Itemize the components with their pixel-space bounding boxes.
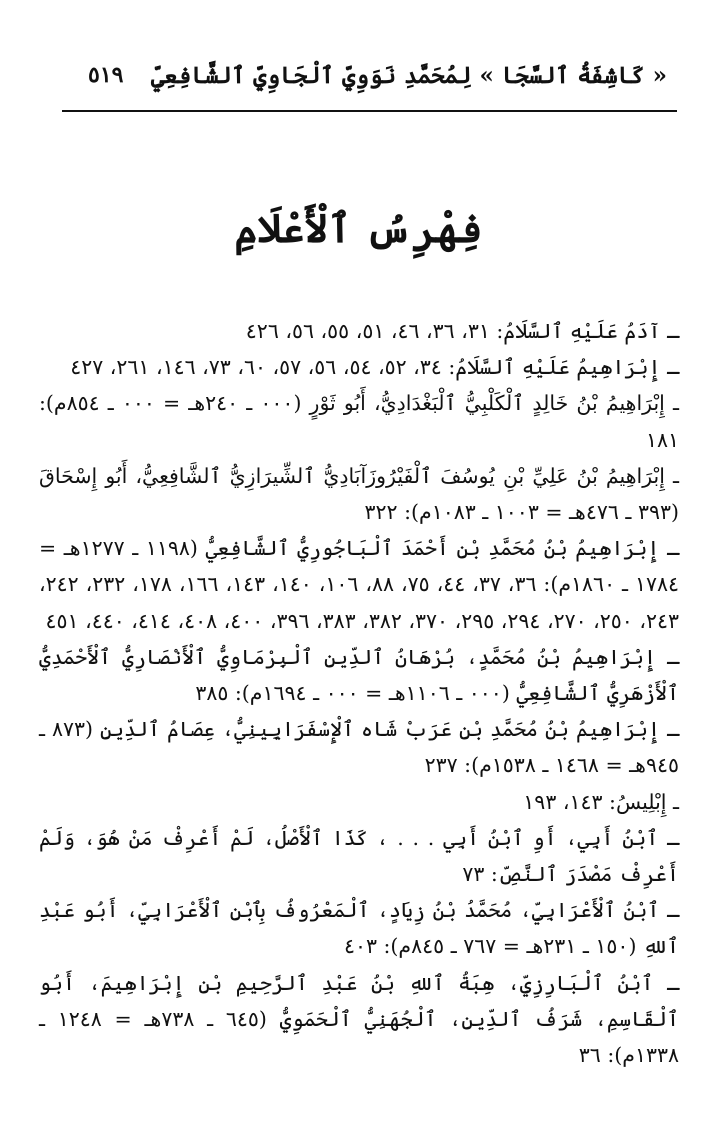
index-entry: ـ ٱبْنُ ٱلْأَعْرَابِيِّ، مُحَمَّدُ بْنُ زِيَادٍ، ٱلْمَعْرُوفُ بِٱبْنِ ٱلْأَعْرَابِيِّ، أَبُو عَبْدِ ٱللهِ (١٥٠ ـ ٢٣١هـ = ٧٦٧ ـ ٨٤٥م): ٤٠٣ bbox=[39, 898, 679, 959]
running-title: « كَاشِفَةُ ٱلسَّجَا » لِمُحَمَّدِ نَوَوِيِّ ٱلْجَاوِيِّ ٱلشَّافِعِيِّ bbox=[150, 62, 667, 89]
index-entry: ـ ٱبْنُ ٱلْبَارِزِيِّ، هِبَةُ ٱللهِ بْنُ عَبْدِ ٱلرَّحِيمِ بْنِ إِبْرَاهِيمَ، أَبُو ٱلْقَاسِمِ، شَرَفُ ٱلدِّينِ، ٱلْجُهَنِيُّ ٱلْحَمَوِيُّ (٦٤٥ ـ ٧٣٨هـ = ١٢٤٨ ـ ١٣٣٨م): ٣٦ bbox=[39, 970, 680, 1068]
page-number: ٥١٩ bbox=[88, 62, 124, 88]
index-entry: ـ إِبْلِيسُ: ١٤٣، ١٩٣ bbox=[523, 789, 679, 814]
index-entry: ـ إِبْرَاهِيمُ بْنُ خَالِدٍ ٱلْكَلْبِيُّ ٱلْبَغْدَادِيُّ، أَبُو ثَوْرٍ (٠٠٠ ـ ٢٤٠هـ = ٠٠٠ ـ ٨٥٤م): ١٨١ bbox=[39, 391, 679, 452]
index-entry: ـ إِبْرَاهِيمُ بْنُ مُحَمَّدِ بْنِ عَرَبْ شَاه ٱلْإِسْفَرَايِينِيُّ، عِصَامُ ٱلدِّينِ (٨٧٣ ـ ٩٤٥هـ = ١٤٦٨ ـ ١٥٣٨م): ٢٣٧ bbox=[39, 717, 679, 778]
index-entry: ـ إِبْرَاهِيمُ بْنُ عَلِيِّ بْنِ يُوسُفَ ٱلْفَيْرُوزَآبَادِيُّ ٱلشِّيرَازِيُّ ٱلشَّافِعِيُّ، أَبُو إِسْحَاقَ (٣٩٣ ـ ٤٧٦هـ = ١٠٠٣ ـ ١٠٨٣م): ٣٢٢ bbox=[39, 463, 679, 525]
index-entry: ـ إِبْرَاهِيمُ بْنُ مُحَمَّدٍ، بُرْهَانُ ٱلدِّينِ ٱلْبِرْمَاوِيُّ ٱلْأَنْصَارِيُّ ٱلْأَحْمَدِيُّ ٱلْأَزْهَرِيُّ ٱلشَّافِعِيُّ (٠٠٠ ـ ١١٠٦هـ = ٠٠٠ ـ ١٦٩٤م): ٣٨٥ bbox=[39, 644, 679, 706]
running-header bbox=[88, 62, 667, 102]
index-entry: ـ آدَمُ عَلَيْهِ ٱلسَّلَامُ: ٣١، ٣٦، ٤٦، ٥١، ٥٥، ٥٦، ٤٢٦ bbox=[245, 319, 679, 343]
header-rule bbox=[62, 110, 677, 112]
section-title: فِهْرِسُ ٱلْأَعْلَامِ bbox=[234, 205, 483, 252]
index-entry: ـ ٱبْنُ أَبِي، أَوِ ٱبْنُ أَبِي . . . ، كَذَا ٱلْأَصْلُ، لَمْ أَعْرِفْ مَنْ هُوَ، وَلَمْ أَعْرِفْ مَصْدَرَ ٱلنَّصِّ: ٧٣ bbox=[39, 825, 679, 887]
index-entries bbox=[39, 313, 679, 1073]
index-entry: ـ إِبْرَاهِيمُ بْنُ مُحَمَّدِ بْنِ أَحْمَدَ ٱلْبَاجُورِيُّ ٱلشَّافِعِيُّ (١١٩٨ ـ ١٢٧٧هـ = ١٧٨٤ ـ ١٨٦٠م): ٣٦، ٣٧، ٤٤، ٧٥، ٨٨، ١٠٦، ١٤٠، ١٤٣، ١٦٦، ١٧٨، ٢٣٢، ٢٤٢، ٢٤٣، ٢٥٠، ٢٧٠، ٢٩٤، ٢٩٥، ٣٧٠، ٣٨٢، ٣٨٣، ٣٩٦، ٤٠٠، ٤٠٨، ٤١٤، ٤٤٠، ٤٥١ bbox=[39, 536, 680, 633]
index-entry: ـ إِبْرَاهِيمُ عَلَيْهِ ٱلسَّلَامُ: ٣٤، ٥٢، ٥٤، ٥٦، ٥٧، ٦٠، ٧٣، ١٤٦، ٢٦١، ٤٢٧ bbox=[70, 355, 679, 380]
